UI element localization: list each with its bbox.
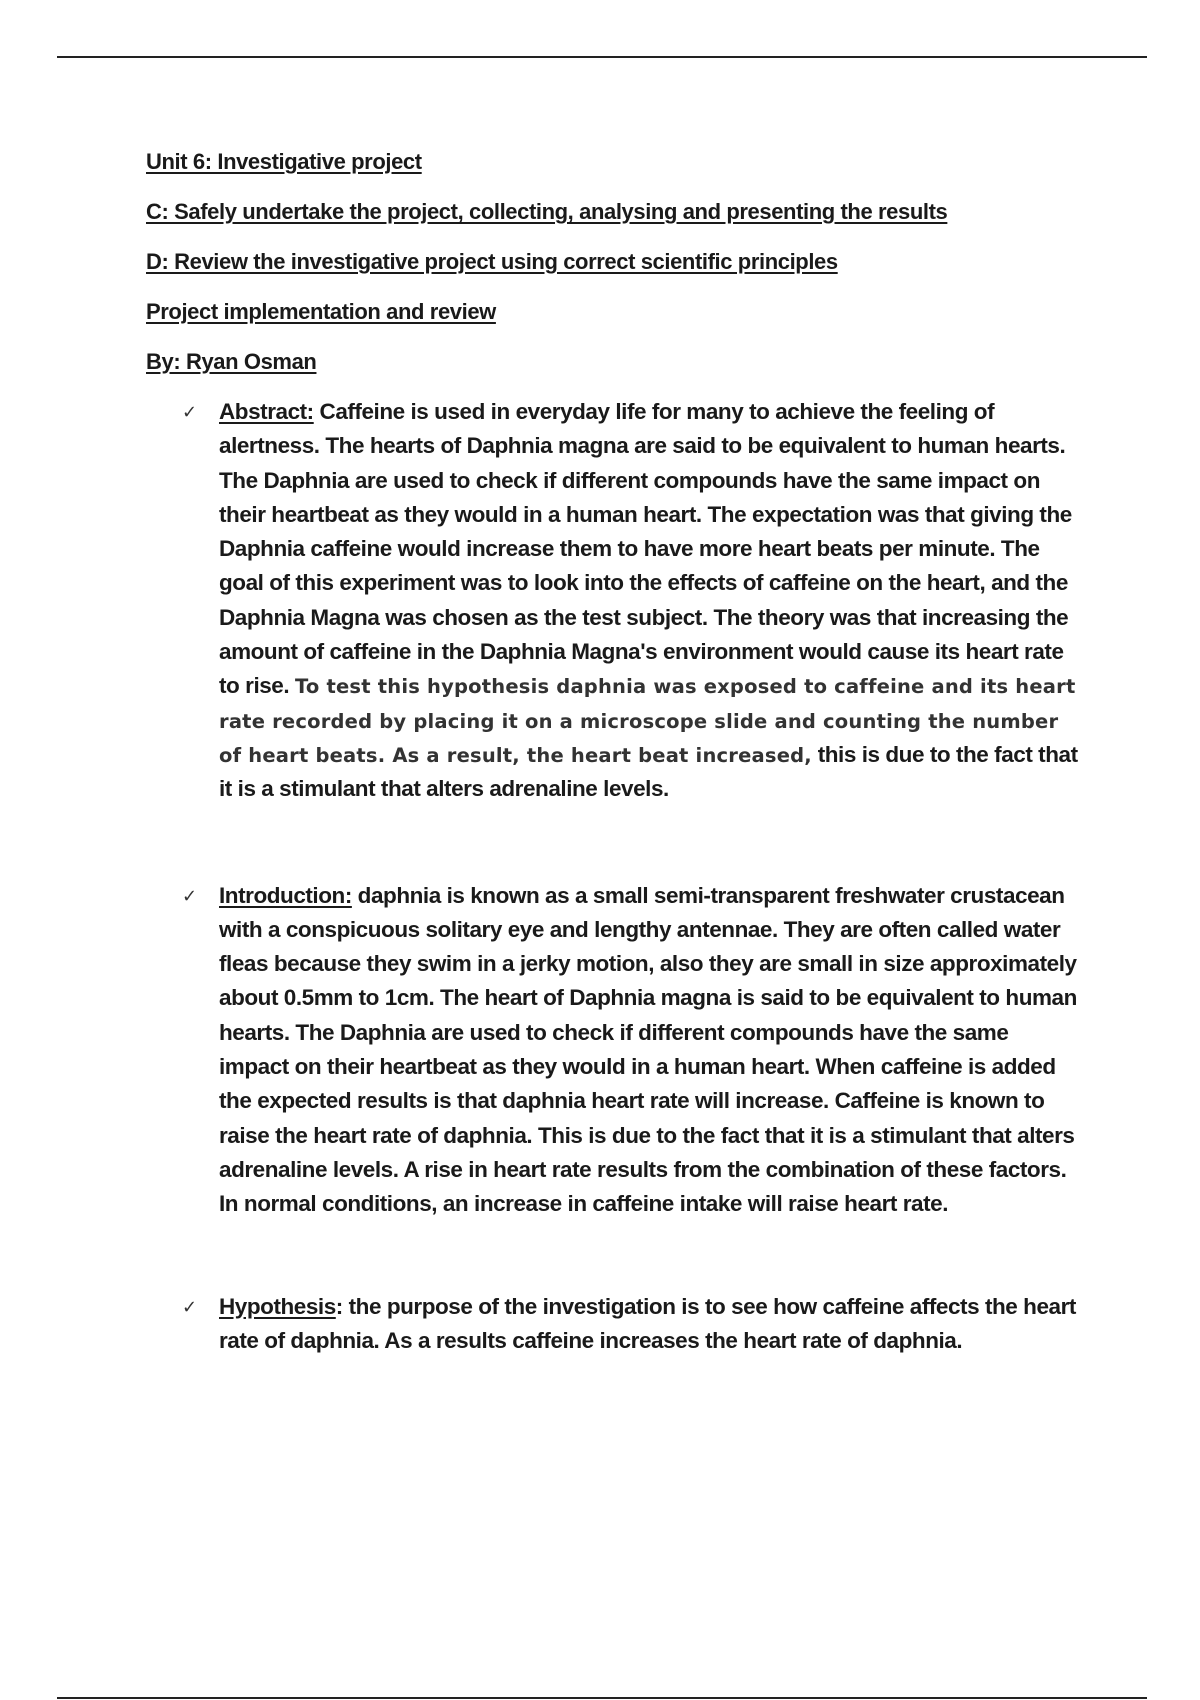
checkmark-icon: ✓ bbox=[182, 885, 197, 906]
abstract-label: Abstract: bbox=[219, 399, 314, 424]
criterion-d-heading: D: Review the investigative project using correct scientific principles bbox=[146, 249, 838, 274]
checkmark-icon: ✓ bbox=[182, 402, 197, 422]
hypothesis-text: : the purpose of the investigation is to see how caffeine affects the heart rate of daphnia. As a results caffeine increases the heart rate of daphnia. bbox=[219, 1293, 1076, 1353]
criterion-c-heading: C: Safely undertake the project, collecting, analysing and presenting the results bbox=[146, 199, 948, 224]
abstract-text: Caffeine is used in everyday life for many to achieve the feeling of alertness. The hearts of Daphnia magna are said to be equivalent to human hearts. The Daphnia are used to check if different compounds have the same impact on their heartbeat as they would in a human heart. The expectation was that giving the Daphnia caffeine would increase them to have more heart beats per minute. The goal of this experiment was to look into the effects of caffeine on the heart, and the Daphnia Magna was chosen as the test subject. The theory was that increasing the amount of caffeine in the Daphnia Magna's environment would cause its heart rate to rise. bbox=[219, 399, 1072, 699]
hypothesis-section bbox=[146, 1290, 1079, 1359]
author-line: By: Ryan Osman bbox=[146, 349, 317, 374]
document-body bbox=[146, 145, 1078, 1358]
hypothesis-label: Hypothesis bbox=[219, 1293, 336, 1319]
abstract-text-tail: this is due to the fact that it is a stimulant that alters adrenaline levels. bbox=[219, 741, 1078, 802]
introduction-label: Introduction: bbox=[219, 882, 352, 908]
unit-title: Unit 6: Investigative project bbox=[146, 149, 422, 174]
introduction-text: daphnia is known as a small semi-transparent freshwater crustacean with a conspicuous solitary eye and lengthy antennae. They are often called water fleas because they swim in a jerky motion, also they are small in size approximately about 0.5mm to 1cm. The heart of Daphnia magna is said to be equivalent to human hearts. The Daphnia are used to check if different compounds have the same impact on their heartbeat as they would in a human heart. When caffeine is added the expected results is that daphnia heart rate will increase. Caffeine is known to raise the heart rate of daphnia. This is due to the fact that it is a stimulant that alters adrenaline levels. A rise in heart rate results from the combination of these factors. In normal conditions, an increase in caffeine intake will raise heart rate. bbox=[219, 882, 1077, 1217]
abstract-text-method: To test this hypothesis daphnia was exposed to caffeine and its heart rate recorded by placing it on a microscope slide and counting the number of heart beats. As a result, the heart beat increased, bbox=[219, 675, 1076, 767]
checkmark-icon: ✓ bbox=[182, 1296, 197, 1317]
header-rule bbox=[57, 56, 1147, 58]
sections-list bbox=[146, 395, 1078, 1358]
abstract-section bbox=[146, 395, 1079, 807]
footer-rule bbox=[57, 1697, 1147, 1699]
introduction-section bbox=[146, 879, 1079, 1222]
section-title: Project implementation and review bbox=[146, 299, 496, 324]
